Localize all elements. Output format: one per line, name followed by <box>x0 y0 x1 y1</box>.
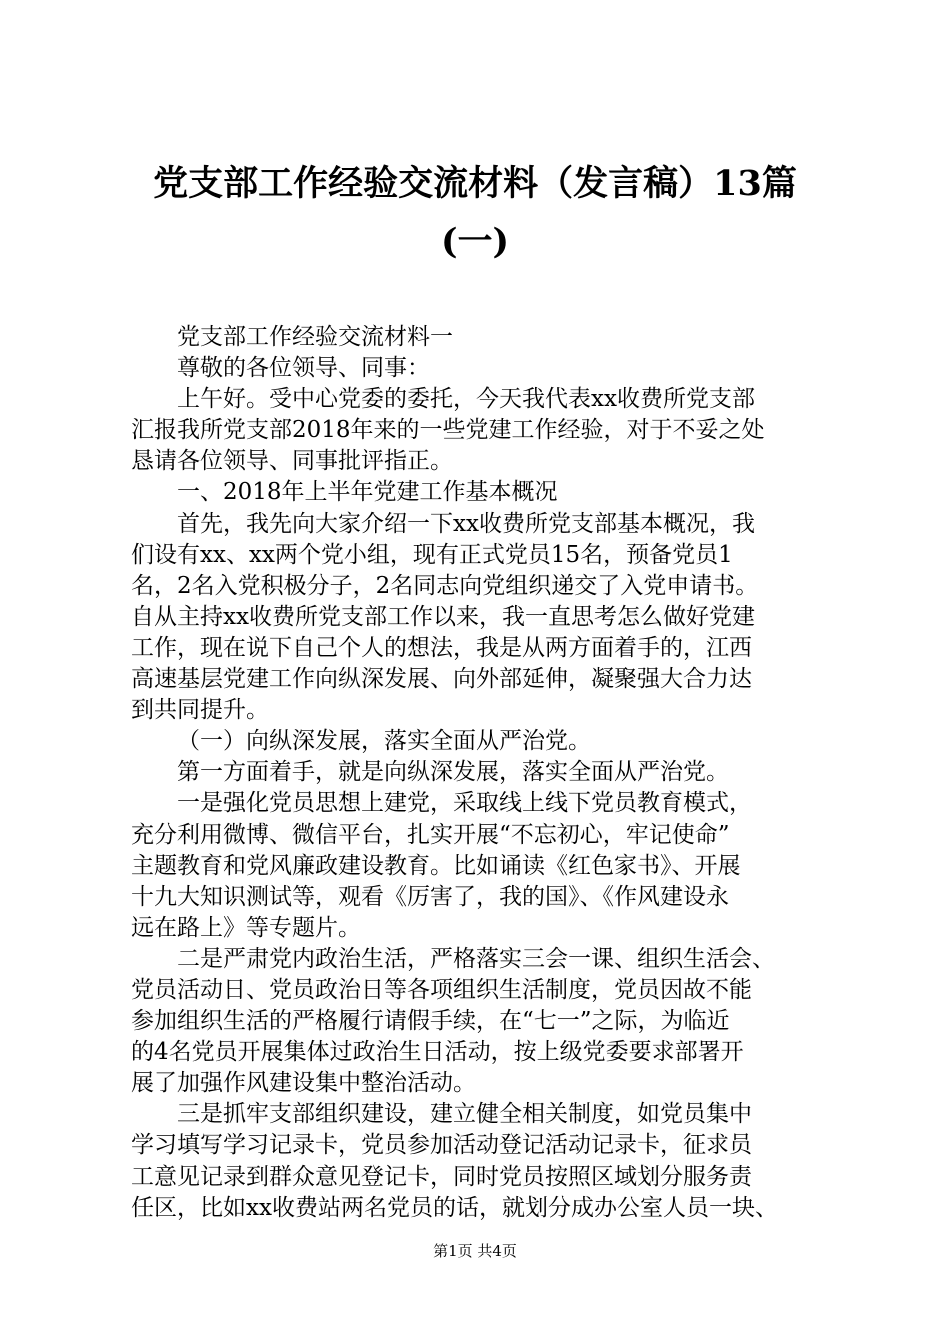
text-line: 自从主持xx收费所党支部工作以来，我一直思考怎么做好党建 <box>131 603 755 630</box>
text-line: 党员活动日、党员政治日等各项组织生活制度，党员因故不能 <box>131 976 752 1003</box>
document-body <box>131 322 831 1224</box>
text-line: 一是强化党员思想上建党，采取线上线下党员教育模式， <box>177 790 752 817</box>
text-line: 三是抓牢支部组织建设，建立健全相关制度，如党员集中 <box>177 1101 752 1128</box>
text-line: （一）向纵深发展，落实全面从严治党。 <box>177 728 591 755</box>
document-title: 党支部工作经验交流材料（发言稿）13篇 <box>153 163 797 204</box>
text-line: 工意见记录到群众意见登记卡，同时党员按照区域划分服务责 <box>131 1163 752 1190</box>
text-line: 充分利用微博、微信平台，扎实开展“不忘初心，牢记使命” <box>131 821 730 848</box>
text-line: 们设有xx、xx两个党小组，现有正式党员15名，预备党员1 <box>131 541 733 568</box>
text-line: 参加组织生活的严格履行请假手续，在“七一”之际，为临近 <box>131 1008 730 1035</box>
text-line: 党支部工作经验交流材料一 <box>177 324 453 350</box>
text-line: 首先，我先向大家介绍一下xx收费所党支部基本概况，我 <box>177 510 755 537</box>
text-line: 名，2名入党积极分子，2名同志向党组织递交了入党申请书。 <box>131 572 759 599</box>
text-line: 第一方面着手，就是向纵深发展，落实全面从严治党。 <box>177 759 729 786</box>
text-line: 高速基层党建工作向纵深发展、向外部延伸，凝聚强大合力达 <box>131 666 752 693</box>
page-footer: 第1页 共4页 <box>433 1242 517 1260</box>
text-line: 一、2018年上半年党建工作基本概况 <box>177 479 558 506</box>
text-line: 的4名党员开展集体过政治生日活动，按上级党委要求部署开 <box>131 1039 744 1066</box>
text-line: 恳请各位领导、同事批评指正。 <box>131 448 453 475</box>
document-title-continued: (一) <box>440 221 510 262</box>
text-line: 十九大知识测试等，观看《厉害了，我的国》、《作风建设永 <box>131 883 729 910</box>
text-line: 工作，现在说下自己个人的想法，我是从两方面着手的，江西 <box>131 634 752 661</box>
text-line: 学习填写学习记录卡，党员参加活动登记活动记录卡，征求员 <box>131 1132 752 1159</box>
text-line: 汇报我所党支部2018年来的一些党建工作经验，对于不妥之处 <box>131 417 765 444</box>
text-line: 展了加强作风建设集中整治活动。 <box>131 1070 476 1097</box>
text-line: 到共同提升。 <box>131 697 269 724</box>
text-line: 尊敬的各位领导、同事： <box>177 355 430 382</box>
text-line: 远在路上》等专题片。 <box>131 914 361 941</box>
text-line: 上午好。受中心党委的委托，今天我代表xx收费所党支部 <box>177 386 755 413</box>
text-line: 主题教育和党风廉政建设教育。比如诵读《红色家书》、开展 <box>131 852 741 879</box>
text-line: 二是严肃党内政治生活，严格落实三会一课、组织生活会、 <box>177 945 775 972</box>
text-line: 任区，比如xx收费站两名党员的话，就划分成办公室人员一块、 <box>131 1194 778 1221</box>
